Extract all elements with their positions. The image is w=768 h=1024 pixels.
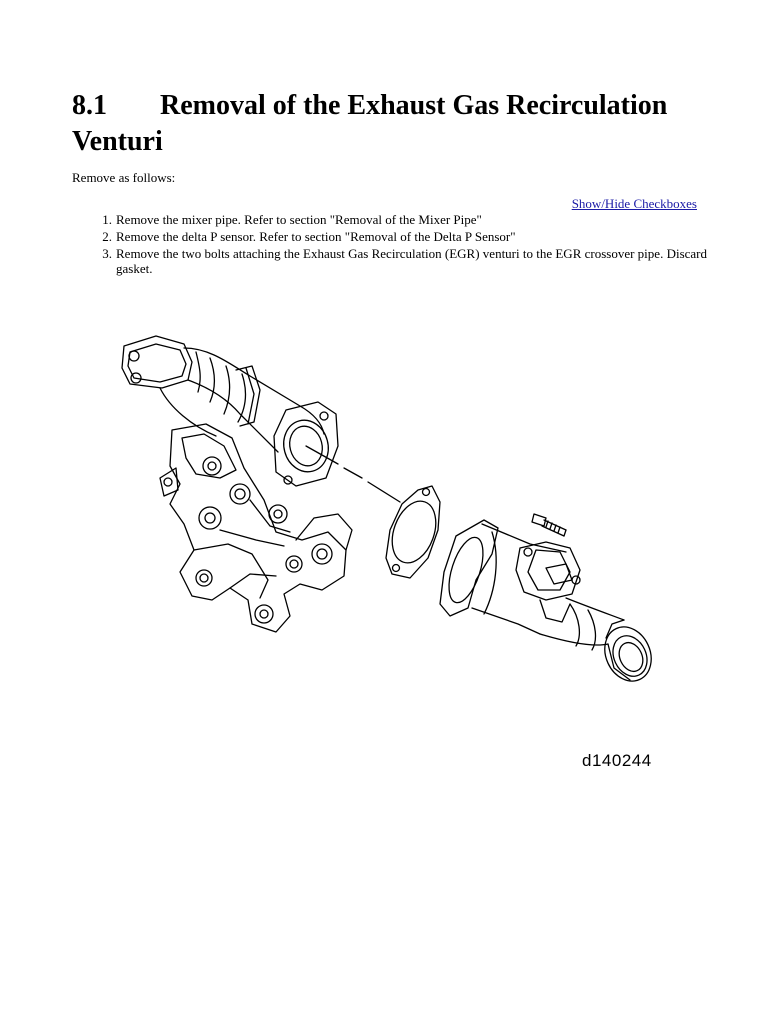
step-number: 2. bbox=[102, 229, 112, 244]
show-hide-checkboxes-link[interactable]: Show/Hide Checkboxes bbox=[571, 196, 697, 211]
steps-list bbox=[102, 212, 716, 278]
list-item bbox=[102, 212, 716, 227]
step-text: Remove the delta P sensor. Refer to section "Removal of the Delta P Sensor" bbox=[116, 229, 516, 244]
step-number: 3. bbox=[102, 246, 112, 261]
egr-venturi-exploded-view-drawing bbox=[100, 318, 680, 788]
step-text: Remove the two bolts attaching the Exhaust Gas Recirculation (EGR) venturi to the EGR crossover pipe. Discard gasket. bbox=[116, 246, 707, 276]
intro-text: Remove as follows: bbox=[72, 170, 176, 185]
section-heading bbox=[72, 88, 712, 160]
step-text: Remove the mixer pipe. Refer to section "Removal of the Mixer Pipe" bbox=[116, 212, 482, 227]
section-title: Removal of the Exhaust Gas Recirculation Venturi bbox=[72, 90, 668, 157]
bolt bbox=[532, 514, 566, 536]
list-item bbox=[102, 246, 716, 276]
section-number: 8.1 bbox=[72, 90, 107, 121]
figure-id-label: d140244 bbox=[582, 751, 652, 770]
alignment-line bbox=[306, 446, 400, 502]
gasket bbox=[384, 486, 443, 578]
egr-crossover-pipe-assembly bbox=[122, 336, 352, 632]
step-number: 1. bbox=[102, 212, 112, 227]
list-item bbox=[102, 229, 716, 244]
egr-venturi bbox=[440, 520, 660, 689]
